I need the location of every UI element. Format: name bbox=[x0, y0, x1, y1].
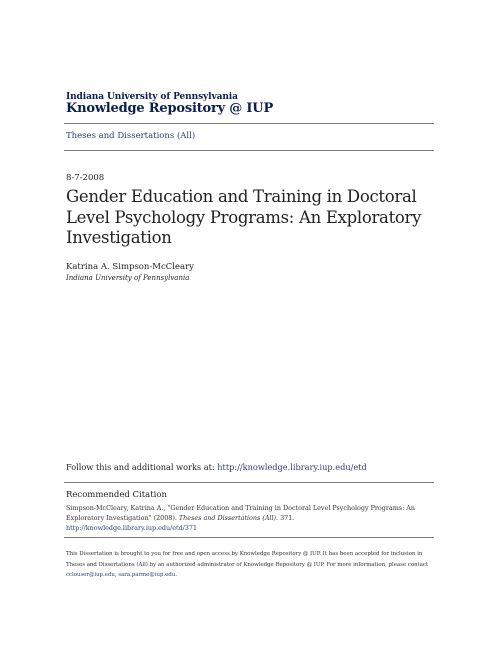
follow-line bbox=[66, 462, 367, 472]
access-notice-text: This Dissertation is brought to you for free and open access by Knowledge Repository @ IUP. It has been accepted for inclusion in Theses and Dissertations (All) by an authorized administrator of Knowledge Repository @ IUP. For more information, please contact bbox=[66, 551, 429, 568]
etd-collection-link[interactable]: http://knowledge.library.iup.edu/etd bbox=[217, 462, 367, 472]
author-affiliation: Indiana University of Pennsylvania bbox=[66, 274, 190, 282]
university-name: Indiana University of Pennsylvania bbox=[66, 92, 238, 102]
citation-text bbox=[66, 503, 438, 533]
publication-date: 8-7-2008 bbox=[66, 173, 105, 183]
contact-email-link-2[interactable]: sara.parme@iup.edu bbox=[118, 572, 176, 578]
citation-heading: Recommended Citation bbox=[66, 490, 167, 500]
author-name: Katrina A. Simpson-McCleary bbox=[66, 262, 194, 272]
citation-series: Theses and Dissertations (All) bbox=[178, 514, 277, 522]
email-separator: , bbox=[114, 572, 119, 578]
access-notice-end: . bbox=[175, 572, 177, 578]
document-title: Gender Education and Training in Doctoral Level Psychology Programs: An Exploratory Investigation bbox=[66, 187, 422, 247]
footer-divider bbox=[64, 537, 434, 538]
repository-name[interactable]: Knowledge Repository @ IUP bbox=[66, 101, 274, 116]
citation-number: . 371. bbox=[276, 514, 295, 522]
citation-url-link[interactable]: http://knowledge.library.iup.edu/etd/371 bbox=[66, 524, 198, 532]
citation-divider bbox=[64, 482, 434, 483]
collection-link[interactable]: Theses and Dissertations (All) bbox=[66, 131, 196, 141]
follow-label: Follow this and additional works at: bbox=[66, 462, 218, 472]
contact-email-link-1[interactable]: cclouser@iup.edu bbox=[66, 572, 115, 578]
access-notice bbox=[66, 549, 438, 581]
collection-divider bbox=[64, 150, 434, 151]
citation-body: Simpson-McCleary, Katrina A., "Gender Education and Training in Doctoral Level Psychology Programs: An Exploratory Investigation" (2008). bbox=[66, 504, 415, 522]
header-divider bbox=[64, 123, 434, 124]
